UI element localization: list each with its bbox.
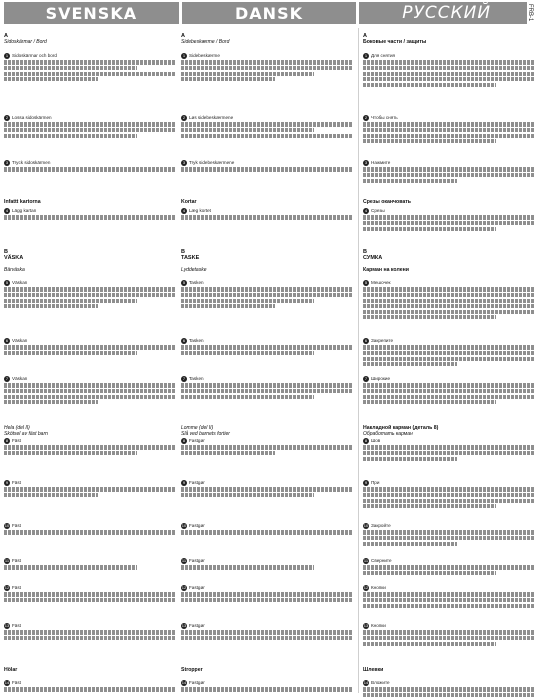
column-danish: A Sidebeskærme / Bord 1 Sidebeskærme 2 Løs sidebeskærmene 3 Tryk sidebeskærmene Kortar 4 Læg kortet B TASKE Lyddetaske 5 Tasken 6 Tasken 7 Tasken Lomme (del II) Slå ved barnets fortier 8 Fastgør 9 Fastgør 10 Fastgør 11 Fastgør 12 Fastgør 13 Fastgør Stropper 14 Fastgør [181,28,352,693]
paragraph: 12 Fäst [4,585,175,604]
header-danish: DANSK [182,2,357,24]
paragraph: 1 Sidoskärmar och bord [4,53,175,83]
paragraph: 14 Fäst [4,680,175,693]
paragraph: 7 Väskan [4,376,175,406]
language-headers [4,2,534,24]
manual-page [4,2,534,697]
subheading: Sidoskärmar / Bord [4,38,47,45]
side-tab: FRB-1 [527,2,536,24]
paragraph: 6 Väskan [4,338,175,357]
paragraph: 11 Сверните [363,558,534,577]
paragraph: 14 Fastgør [181,680,352,693]
header-russian: РУССКИЙ [359,2,534,24]
paragraph: 1 Sidebeskærme [181,53,352,83]
paragraph: 8 Fäst [4,438,175,457]
paragraph: 10 Fastgør [181,523,352,536]
paragraph: 13 Кнопки [363,623,534,647]
column-russian: A Боковые части / защиты 1 Для снятия 2 Чтобы снять 3 Нажмите Срезы оканчовать 4 Срезы B СУМКА Карман на колени 5 Мешочек 6 Закрепите 7 Широкие Накладной карман (деталь 8) Обработать карман 8 Шов 9 При 10 Закройте 11 Сверните 12 Кнопки 13 Кнопки Шлевки 14 Вложите [358,28,534,693]
paragraph: 8 Шов [363,438,534,462]
paragraph: 11 Fastgør [181,558,352,571]
paragraph: 12 Кнопки [363,585,534,609]
paragraph: 9 Fäst [4,480,175,499]
paragraph: 4 Срезы [363,208,534,232]
section-a: A [4,33,8,39]
column-swedish: A Sidoskärmar / Bord 1 Sidoskärmar och bord 2 Lossa sidoskärmen 3 Tryck sidoskärmen Infattt kartorna 4 Lägg kartan B VÄSKA Bärväska 5 Väskan 6 Väskan 7 Väskan Hela (del II) Skötsel av fäst barn 8 Fäst 9 Fäst 10 Fäst 11 Fäst 12 Fäst 13 Fäst Hölar 14 Fäst [4,28,175,693]
paragraph: 3 Tryck sidoskärmen [4,160,175,173]
paragraph: 12 Fastgør [181,585,352,604]
paragraph: 2 Løs sidebeskærmene [181,115,352,139]
paragraph: 10 Fäst [4,523,175,536]
paragraph: 3 Нажмите [363,160,534,184]
paragraph: 7 Tasken [181,376,352,400]
paragraph: 14 Вложите [363,680,534,699]
paragraph: 13 Fäst [4,623,175,642]
paragraph: 5 Väskan [4,280,175,310]
paragraph: 7 Широкие [363,376,534,406]
paragraph: 5 Мешочек [363,280,534,321]
paragraph: 6 Tasken [181,338,352,357]
paragraph: 3 Tryk sidebeskærmene [181,160,352,173]
paragraph: 1 Для снятия [363,53,534,88]
paragraph: 13 Fastgør [181,623,352,642]
paragraph: 9 При [363,480,534,510]
paragraph: 4 Læg kortet [181,208,352,221]
paragraph: 5 Tasken [181,280,352,310]
paragraph: 11 Fäst [4,558,175,571]
paragraph: 2 Чтобы снять [363,115,534,145]
paragraph: 6 Закрепите [363,338,534,368]
paragraph: 10 Закройте [363,523,534,547]
paragraph: 8 Fastgør [181,438,352,457]
header-swedish: SVENSKA [4,2,179,24]
paragraph: 9 Fastgør [181,480,352,499]
subheading: Infattt kartorna [4,199,41,205]
paragraph: 4 Lägg kartan [4,208,175,221]
paragraph: 2 Lossa sidoskärmen [4,115,175,139]
